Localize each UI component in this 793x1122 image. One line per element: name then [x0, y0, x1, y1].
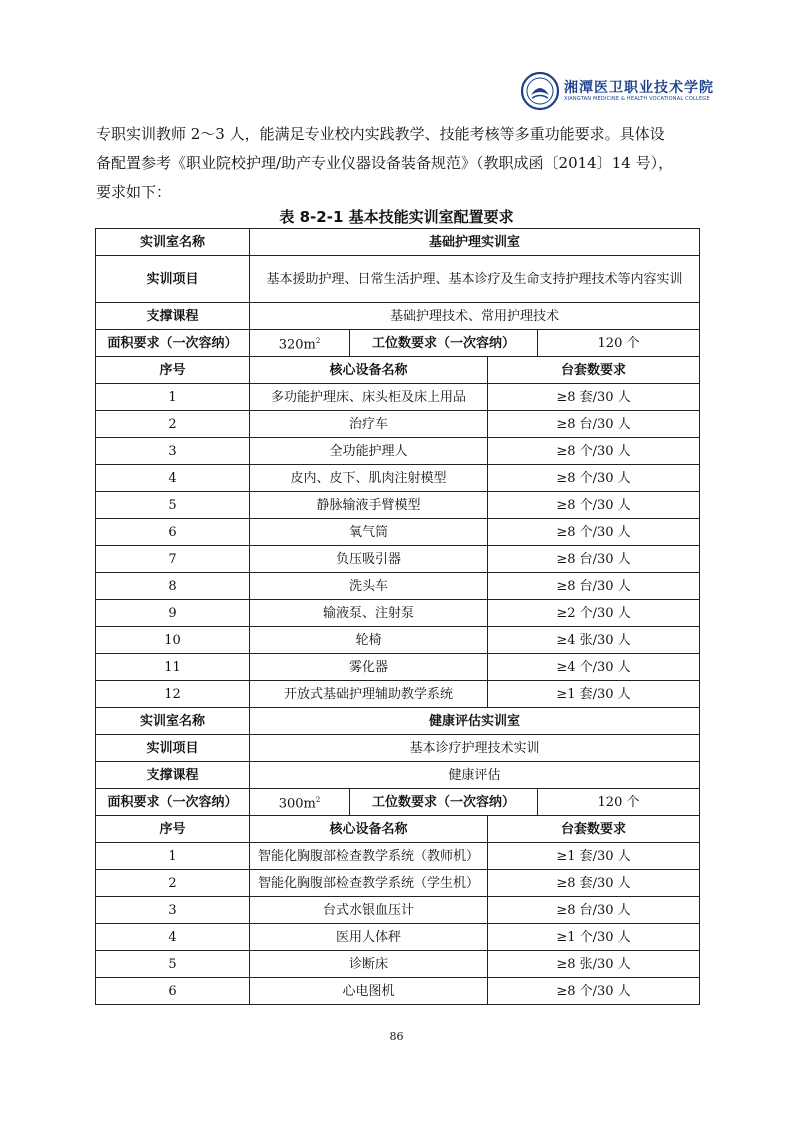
quantity-cell: ≥8 台/30 人	[488, 411, 700, 438]
table-row	[96, 465, 700, 492]
table-row	[96, 870, 700, 897]
project-value: 基本诊疗护理技术实训	[250, 735, 700, 762]
table-row	[96, 978, 700, 1005]
room-name-value: 基础护理实训室	[250, 229, 700, 256]
equipment-cell: 雾化器	[250, 654, 488, 681]
course-value: 健康评估	[250, 762, 700, 789]
equipment-cell: 负压吸引器	[250, 546, 488, 573]
equipment-cell: 皮内、皮下、肌肉注射模型	[250, 465, 488, 492]
seq-cell: 4	[96, 465, 250, 492]
seq-cell: 3	[96, 438, 250, 465]
seq-cell: 4	[96, 924, 250, 951]
equipment-header: 核心设备名称	[250, 357, 488, 384]
table-row	[96, 411, 700, 438]
table-row	[96, 762, 700, 789]
equipment-cell: 静脉输液手臂模型	[250, 492, 488, 519]
quantity-cell: ≥8 个/30 人	[488, 519, 700, 546]
equipment-cell: 台式水银血压计	[250, 897, 488, 924]
area-value	[250, 789, 350, 816]
table-row	[96, 951, 700, 978]
table-row	[96, 789, 700, 816]
equipment-cell: 开放式基础护理辅助教学系统	[250, 681, 488, 708]
quantity-cell: ≥8 张/30 人	[488, 951, 700, 978]
equipment-cell: 智能化胸腹部检查教学系统（学生机）	[250, 870, 488, 897]
seq-cell: 1	[96, 843, 250, 870]
equipment-cell: 轮椅	[250, 627, 488, 654]
seq-cell: 8	[96, 573, 250, 600]
seq-cell: 3	[96, 897, 250, 924]
quantity-cell: ≥1 套/30 人	[488, 681, 700, 708]
seq-cell: 6	[96, 519, 250, 546]
quantity-cell: ≥1 个/30 人	[488, 924, 700, 951]
stations-value: 120 个	[538, 330, 700, 357]
quantity-cell: ≥8 个/30 人	[488, 438, 700, 465]
course-label: 支撑课程	[96, 762, 250, 789]
table-row	[96, 330, 700, 357]
table-row	[96, 627, 700, 654]
area-exponent: 2	[315, 336, 321, 345]
project-label: 实训项目	[96, 735, 250, 762]
table-row	[96, 924, 700, 951]
equipment-cell: 输液泵、注射泵	[250, 600, 488, 627]
college-name-en: XIANGTAN MEDICINE & HEALTH VOCATIONAL COLLEGE	[564, 95, 710, 102]
seq-header: 序号	[96, 816, 250, 843]
quantity-cell: ≥8 个/30 人	[488, 492, 700, 519]
quantity-cell: ≥8 台/30 人	[488, 546, 700, 573]
quantity-cell: ≥2 个/30 人	[488, 600, 700, 627]
college-name-cn: 湘潭医卫职业技术学院	[564, 79, 714, 96]
quantity-cell: ≥8 个/30 人	[488, 978, 700, 1005]
table-row	[96, 897, 700, 924]
table-row	[96, 384, 700, 411]
area-label: 面积要求（一次容纳）	[96, 330, 250, 357]
table-row	[96, 519, 700, 546]
table-header-row	[96, 357, 700, 384]
project-label: 实训项目	[96, 256, 250, 303]
room-name-label: 实训室名称	[96, 229, 250, 256]
area-number: 320m	[278, 337, 316, 353]
quantity-cell: ≥8 套/30 人	[488, 870, 700, 897]
course-value: 基础护理技术、常用护理技术	[250, 303, 700, 330]
table-row	[96, 735, 700, 762]
intro-line: 专职实训教师 2～3 人，能满足专业校内实践教学、技能考核等多重功能要求。具体设	[96, 125, 665, 143]
seq-cell: 7	[96, 546, 250, 573]
quantity-cell: ≥4 张/30 人	[488, 627, 700, 654]
seq-cell: 5	[96, 492, 250, 519]
quantity-header: 台套数要求	[488, 816, 700, 843]
seq-cell: 5	[96, 951, 250, 978]
seq-cell: 2	[96, 411, 250, 438]
equipment-cell: 智能化胸腹部检查教学系统（教师机）	[250, 843, 488, 870]
table-row	[96, 438, 700, 465]
table-row	[96, 256, 700, 303]
seq-cell: 12	[96, 681, 250, 708]
area-number: 300m	[278, 796, 316, 812]
area-label: 面积要求（一次容纳）	[96, 789, 250, 816]
area-exponent: 2	[315, 795, 321, 804]
equipment-cell: 医用人体秤	[250, 924, 488, 951]
seq-cell: 9	[96, 600, 250, 627]
stations-label: 工位数要求（一次容纳）	[350, 789, 538, 816]
quantity-cell: ≥4 个/30 人	[488, 654, 700, 681]
intro-line: 备配置参考《职业院校护理/助产专业仪器设备装备规范》（教职成函〔2014〕14 号），	[96, 154, 674, 172]
quantity-cell: ≥1 套/30 人	[488, 843, 700, 870]
equipment-cell: 诊断床	[250, 951, 488, 978]
equipment-cell: 多功能护理床、床头柜及床上用品	[250, 384, 488, 411]
equipment-table	[95, 228, 700, 1005]
intro-line: 要求如下：	[96, 183, 172, 201]
table-row	[96, 492, 700, 519]
stations-value: 120 个	[538, 789, 700, 816]
quantity-header: 台套数要求	[488, 357, 700, 384]
seq-cell: 1	[96, 384, 250, 411]
seq-header: 序号	[96, 357, 250, 384]
seq-cell: 10	[96, 627, 250, 654]
table-row	[96, 708, 700, 735]
table-row	[96, 303, 700, 330]
table-row	[96, 546, 700, 573]
table-row	[96, 654, 700, 681]
stations-label: 工位数要求（一次容纳）	[350, 330, 538, 357]
quantity-cell: ≥8 个/30 人	[488, 465, 700, 492]
table-row	[96, 600, 700, 627]
equipment-cell: 氧气筒	[250, 519, 488, 546]
table-header-row	[96, 816, 700, 843]
table-row	[96, 681, 700, 708]
page-number: 86	[389, 1030, 404, 1043]
equipment-cell: 洗头车	[250, 573, 488, 600]
project-value: 基本援助护理、日常生活护理、基本诊疗及生命支持护理技术等内容实训	[250, 256, 700, 303]
table-row	[96, 573, 700, 600]
college-emblem-icon	[520, 71, 560, 111]
table-row	[96, 229, 700, 256]
college-logo	[520, 70, 720, 112]
quantity-cell: ≥8 台/30 人	[488, 573, 700, 600]
quantity-cell: ≥8 台/30 人	[488, 897, 700, 924]
seq-cell: 2	[96, 870, 250, 897]
table-row	[96, 843, 700, 870]
table-caption: 表 8-2-1 基本技能实训室配置要求	[279, 208, 514, 226]
seq-cell: 6	[96, 978, 250, 1005]
seq-cell: 11	[96, 654, 250, 681]
room-name-value: 健康评估实训室	[250, 708, 700, 735]
equipment-header: 核心设备名称	[250, 816, 488, 843]
course-label: 支撑课程	[96, 303, 250, 330]
area-value	[250, 330, 350, 357]
quantity-cell: ≥8 套/30 人	[488, 384, 700, 411]
equipment-cell: 全功能护理人	[250, 438, 488, 465]
equipment-cell: 治疗车	[250, 411, 488, 438]
room-name-label: 实训室名称	[96, 708, 250, 735]
intro-paragraph	[96, 120, 702, 207]
equipment-cell: 心电图机	[250, 978, 488, 1005]
